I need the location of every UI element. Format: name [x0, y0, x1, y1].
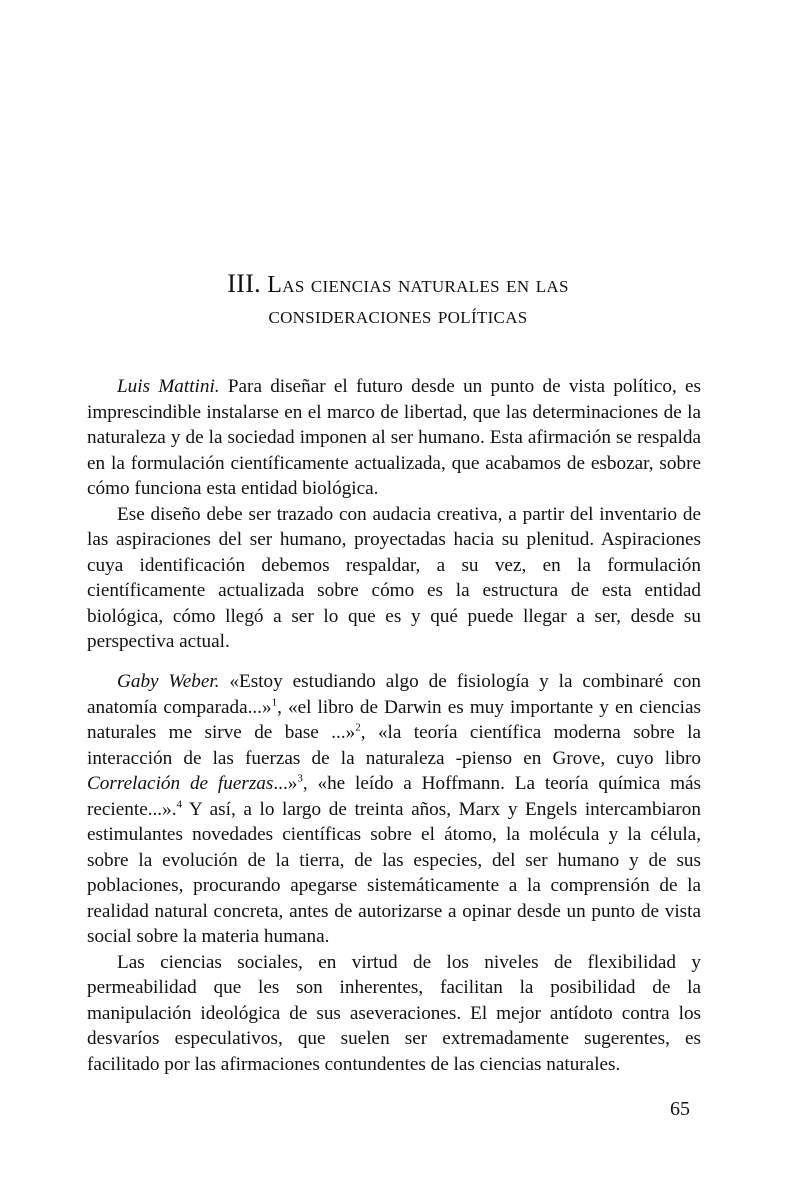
chapter-title-text-2: consideraciones políticas	[268, 303, 528, 329]
quote-text: , «he leído a Hoffmann. La teoría química más reciente...».	[87, 773, 702, 820]
footnote-ref: 1	[271, 696, 278, 709]
paragraph-text: Para diseñar el futuro desde un punto de vista político, es imprescindible instalarse en el marco de libertad, que las determinaciones de la naturaleza y de la sociedad imponen al ser humano. Esta afirmación se respalda en la formulación científicamente actualizada, que acabamos de esbozar, sobre cómo funciona esta entidad biológica.	[87, 376, 701, 499]
section-weber	[87, 669, 701, 1077]
footnote-ref: 3	[297, 772, 303, 785]
footnote-ref: 4	[176, 798, 182, 811]
quote-text: , «el libro de Darwin es muy importante y en ciencias naturales me sirve de base ...»	[87, 696, 701, 743]
quote-text: ...»	[273, 773, 298, 794]
quote-text: «Estoy estudiando algo de fisiología y la combinaré con anatomía comparada...»	[87, 671, 701, 718]
speaker-name: Gaby Weber.	[117, 671, 220, 692]
quote-text: , «la teoría científica moderna sobre la interacción de las fuerzas de la naturaleza -pienso en Grove, cuyo libro	[87, 722, 702, 769]
chapter-title-text-1: Las ciencias naturales en las	[267, 272, 569, 298]
paragraph	[87, 669, 701, 950]
paragraph-text: Y así, a lo largo de treinta años, Marx y Engels intercambiaron estimulantes novedades científicas sobre el átomo, la molécula y la célula, sobre la evolución de la tierra, de las especies, del ser humano y de sus poblaciones, procurando apegarse sistemáticamente a la comprensión de la realidad natural concreta, antes de autorizarse a opinar desde un punto de vista social sobre la materia humana.	[87, 798, 701, 947]
book-title: Correlación de fuerzas	[87, 773, 274, 794]
paragraph	[87, 374, 701, 502]
footnote-ref: 2	[355, 721, 361, 734]
chapter-numeral: III.	[227, 269, 261, 298]
chapter-title	[88, 268, 708, 332]
page-number: 65	[670, 1098, 690, 1120]
paragraph: Las ciencias sociales, en virtud de los niveles de flexibilidad y permeabilidad que les son inherentes, facilitan la posibilidad de la manipulación ideológica de sus aseveraciones. El mejor antídoto contra los desvaríos especulativos, que suelen ser extremadamente sugerentes, es facilitado por las afirmaciones contundentes de las ciencias naturales.	[87, 951, 701, 1075]
section-mattini	[87, 374, 701, 655]
chapter-title-line-1	[88, 268, 708, 301]
paragraph: Ese diseño debe ser trazado con audacia creativa, a partir del inventario de las aspiraciones del ser humano, proyectadas hacia su plenitud. Aspiraciones cuya identificación debemos respaldar, a su vez, en la formulación científicamente actualizada sobre cómo es la estructura de esta entidad biológica, cómo llegó a ser lo que es y qué puede llegar a ser, desde su perspectiva actual.	[87, 503, 701, 652]
speaker-name: Luis Mattini.	[117, 376, 220, 397]
